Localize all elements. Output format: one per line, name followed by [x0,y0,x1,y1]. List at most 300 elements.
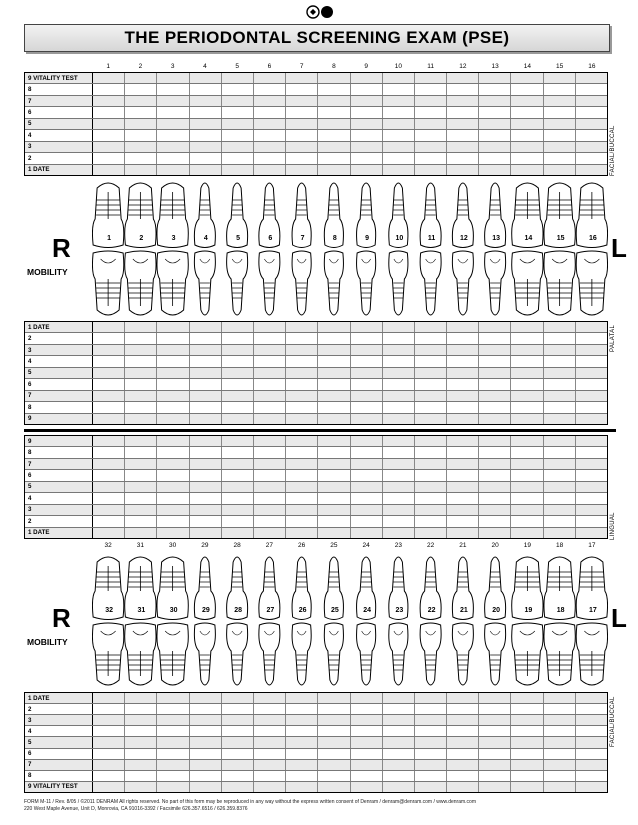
grid-cell[interactable] [479,130,511,140]
grid-cell[interactable] [254,107,286,117]
grid-cell[interactable] [190,482,222,492]
grid-cell[interactable] [447,402,479,412]
grid-cell[interactable] [93,528,125,538]
grid-cell[interactable] [254,470,286,480]
grid-cell[interactable] [447,459,479,469]
grid-cell[interactable] [576,726,607,736]
grid-cell[interactable] [93,414,125,424]
grid-cell[interactable] [511,715,543,725]
grid-cell[interactable] [351,493,383,503]
grid-cell[interactable] [479,107,511,117]
grid-cell[interactable] [383,345,415,355]
grid-cell[interactable] [511,470,543,480]
grid-cell[interactable] [351,470,383,480]
grid-cell[interactable] [222,516,254,526]
grid-cell[interactable] [254,96,286,106]
grid-cell[interactable] [351,726,383,736]
grid-cell[interactable] [254,391,286,401]
grid-cell[interactable] [286,726,318,736]
grid-cell[interactable] [254,447,286,457]
grid-cell[interactable] [511,322,543,332]
grid-cell[interactable] [157,73,189,83]
grid-cell[interactable] [383,715,415,725]
grid-cell[interactable] [318,771,350,781]
grid-cell[interactable] [351,368,383,378]
grid-cell[interactable] [318,749,350,759]
grid-cell[interactable] [383,119,415,129]
grid-cell[interactable] [93,379,125,389]
grid-cell[interactable] [254,693,286,703]
grid-cell[interactable] [125,528,157,538]
grid-cell[interactable] [415,771,447,781]
grid-cell[interactable] [351,749,383,759]
grid-cell[interactable] [511,704,543,714]
grid-cell[interactable] [125,142,157,152]
grid-cell[interactable] [576,142,607,152]
grid-cell[interactable] [383,153,415,163]
grid-cell[interactable] [93,482,125,492]
grid-cell[interactable] [125,436,157,446]
grid-cell[interactable] [544,715,576,725]
grid-cell[interactable] [479,760,511,770]
grid-cell[interactable] [254,505,286,515]
grid-cell[interactable] [222,447,254,457]
grid-cell[interactable] [383,737,415,747]
grid-cell[interactable] [511,165,543,175]
grid-cell[interactable] [351,345,383,355]
grid-cell[interactable] [447,107,479,117]
grid-cell[interactable] [447,470,479,480]
grid-cell[interactable] [190,704,222,714]
grid-cell[interactable] [447,345,479,355]
grid-cell[interactable] [318,516,350,526]
grid-cell[interactable] [383,142,415,152]
grid-cell[interactable] [447,726,479,736]
grid-cell[interactable] [157,749,189,759]
grid-cell[interactable] [93,322,125,332]
grid-cell[interactable] [447,482,479,492]
grid-cell[interactable] [254,322,286,332]
grid-cell[interactable] [125,459,157,469]
grid-cell[interactable] [318,726,350,736]
grid-cell[interactable] [286,368,318,378]
grid-cell[interactable] [415,107,447,117]
grid-cell[interactable] [447,322,479,332]
grid-cell[interactable] [351,333,383,343]
grid-cell[interactable] [318,119,350,129]
grid-cell[interactable] [447,760,479,770]
grid-cell[interactable] [286,84,318,94]
grid-cell[interactable] [190,436,222,446]
grid-cell[interactable] [479,704,511,714]
grid-cell[interactable] [511,153,543,163]
grid-cell[interactable] [190,107,222,117]
grid-cell[interactable] [544,704,576,714]
grid-cell[interactable] [576,153,607,163]
grid-cell[interactable] [222,726,254,736]
grid-cell[interactable] [544,391,576,401]
grid-cell[interactable] [447,130,479,140]
grid-cell[interactable] [415,414,447,424]
grid-cell[interactable] [544,165,576,175]
grid-cell[interactable] [222,704,254,714]
grid-cell[interactable] [544,693,576,703]
grid-cell[interactable] [286,715,318,725]
grid-cell[interactable] [576,505,607,515]
grid-cell[interactable] [511,402,543,412]
grid-cell[interactable] [383,368,415,378]
grid-cell[interactable] [222,470,254,480]
grid-cell[interactable] [190,345,222,355]
grid-cell[interactable] [383,165,415,175]
grid-cell[interactable] [222,414,254,424]
grid-cell[interactable] [286,345,318,355]
grid-cell[interactable] [415,447,447,457]
grid-cell[interactable] [286,130,318,140]
grid-cell[interactable] [383,356,415,366]
grid-cell[interactable] [511,107,543,117]
grid-cell[interactable] [318,414,350,424]
grid-cell[interactable] [479,459,511,469]
grid-cell[interactable] [479,693,511,703]
grid-cell[interactable] [415,73,447,83]
grid-cell[interactable] [254,737,286,747]
grid-cell[interactable] [254,704,286,714]
grid-cell[interactable] [286,693,318,703]
grid-cell[interactable] [479,528,511,538]
grid-cell[interactable] [254,130,286,140]
grid-cell[interactable] [544,737,576,747]
grid-cell[interactable] [157,760,189,770]
grid-cell[interactable] [222,107,254,117]
grid-cell[interactable] [93,402,125,412]
grid-cell[interactable] [383,726,415,736]
grid-cell[interactable] [190,142,222,152]
grid-cell[interactable] [415,322,447,332]
grid-cell[interactable] [286,73,318,83]
grid-cell[interactable] [415,345,447,355]
grid-cell[interactable] [447,379,479,389]
grid-cell[interactable] [544,749,576,759]
grid-cell[interactable] [318,322,350,332]
grid-cell[interactable] [351,73,383,83]
grid-cell[interactable] [544,368,576,378]
grid-cell[interactable] [544,528,576,538]
grid-cell[interactable] [222,165,254,175]
grid-cell[interactable] [544,760,576,770]
grid-cell[interactable] [125,130,157,140]
grid-cell[interactable] [222,402,254,412]
grid-cell[interactable] [479,493,511,503]
grid-cell[interactable] [222,142,254,152]
grid-cell[interactable] [576,447,607,457]
grid-cell[interactable] [93,436,125,446]
grid-cell[interactable] [318,505,350,515]
grid-cell[interactable] [93,459,125,469]
grid-cell[interactable] [190,528,222,538]
grid-cell[interactable] [125,715,157,725]
grid-cell[interactable] [351,737,383,747]
grid-cell[interactable] [576,322,607,332]
grid-cell[interactable] [415,402,447,412]
grid-cell[interactable] [125,356,157,366]
grid-cell[interactable] [383,414,415,424]
grid-cell[interactable] [125,345,157,355]
grid-cell[interactable] [383,333,415,343]
grid-cell[interactable] [479,142,511,152]
grid-cell[interactable] [286,96,318,106]
grid-cell[interactable] [544,107,576,117]
grid-cell[interactable] [576,704,607,714]
grid-cell[interactable] [190,749,222,759]
grid-cell[interactable] [544,459,576,469]
grid-cell[interactable] [383,459,415,469]
grid-cell[interactable] [157,528,189,538]
grid-cell[interactable] [576,482,607,492]
grid-cell[interactable] [125,165,157,175]
grid-cell[interactable] [93,142,125,152]
grid-cell[interactable] [254,493,286,503]
grid-cell[interactable] [93,715,125,725]
grid-cell[interactable] [286,782,318,792]
grid-cell[interactable] [351,142,383,152]
grid-cell[interactable] [383,505,415,515]
grid-cell[interactable] [190,760,222,770]
grid-cell[interactable] [511,726,543,736]
grid-cell[interactable] [383,760,415,770]
grid-cell[interactable] [157,391,189,401]
grid-cell[interactable] [254,119,286,129]
grid-cell[interactable] [351,379,383,389]
grid-cell[interactable] [254,715,286,725]
grid-cell[interactable] [415,153,447,163]
grid-cell[interactable] [415,436,447,446]
grid-cell[interactable] [93,505,125,515]
grid-cell[interactable] [479,402,511,412]
grid-cell[interactable] [576,345,607,355]
grid-cell[interactable] [511,96,543,106]
grid-cell[interactable] [222,693,254,703]
grid-cell[interactable] [447,782,479,792]
grid-cell[interactable] [576,356,607,366]
grid-cell[interactable] [190,130,222,140]
grid-cell[interactable] [576,73,607,83]
grid-cell[interactable] [222,96,254,106]
grid-cell[interactable] [544,153,576,163]
grid-cell[interactable] [511,693,543,703]
grid-cell[interactable] [157,516,189,526]
grid-cell[interactable] [93,737,125,747]
grid-cell[interactable] [383,84,415,94]
grid-cell[interactable] [125,96,157,106]
grid-cell[interactable] [511,356,543,366]
grid-cell[interactable] [222,345,254,355]
grid-cell[interactable] [447,436,479,446]
grid-cell[interactable] [254,771,286,781]
grid-cell[interactable] [318,493,350,503]
grid-cell[interactable] [318,528,350,538]
grid-cell[interactable] [415,165,447,175]
grid-cell[interactable] [286,391,318,401]
grid-cell[interactable] [318,368,350,378]
grid-cell[interactable] [190,333,222,343]
grid-cell[interactable] [286,153,318,163]
grid-cell[interactable] [157,715,189,725]
grid-cell[interactable] [511,130,543,140]
grid-cell[interactable] [576,715,607,725]
grid-cell[interactable] [190,73,222,83]
grid-cell[interactable] [479,782,511,792]
grid-cell[interactable] [93,391,125,401]
grid-cell[interactable] [479,749,511,759]
grid-cell[interactable] [157,368,189,378]
grid-cell[interactable] [93,749,125,759]
grid-cell[interactable] [93,368,125,378]
grid-cell[interactable] [318,436,350,446]
grid-cell[interactable] [254,414,286,424]
grid-cell[interactable] [447,493,479,503]
grid-cell[interactable] [415,368,447,378]
grid-cell[interactable] [447,771,479,781]
grid-cell[interactable] [447,84,479,94]
grid-cell[interactable] [93,73,125,83]
grid-cell[interactable] [479,345,511,355]
grid-cell[interactable] [190,715,222,725]
grid-cell[interactable] [190,119,222,129]
grid-cell[interactable] [576,165,607,175]
grid-cell[interactable] [576,760,607,770]
grid-cell[interactable] [351,771,383,781]
grid-cell[interactable] [93,84,125,94]
grid-cell[interactable] [318,333,350,343]
grid-cell[interactable] [222,782,254,792]
grid-cell[interactable] [479,379,511,389]
grid-cell[interactable] [222,84,254,94]
grid-cell[interactable] [415,459,447,469]
grid-cell[interactable] [93,760,125,770]
grid-cell[interactable] [576,782,607,792]
grid-cell[interactable] [222,482,254,492]
grid-cell[interactable] [415,142,447,152]
grid-cell[interactable] [383,73,415,83]
grid-cell[interactable] [318,737,350,747]
grid-cell[interactable] [447,333,479,343]
grid-cell[interactable] [447,447,479,457]
grid-cell[interactable] [157,459,189,469]
grid-cell[interactable] [93,107,125,117]
grid-cell[interactable] [511,345,543,355]
grid-cell[interactable] [544,73,576,83]
grid-cell[interactable] [544,379,576,389]
grid-cell[interactable] [511,516,543,526]
grid-cell[interactable] [286,322,318,332]
grid-cell[interactable] [415,782,447,792]
grid-cell[interactable] [222,153,254,163]
grid-cell[interactable] [576,391,607,401]
grid-cell[interactable] [254,516,286,526]
grid-cell[interactable] [318,760,350,770]
grid-cell[interactable] [383,436,415,446]
grid-cell[interactable] [318,470,350,480]
grid-cell[interactable] [157,447,189,457]
grid-cell[interactable] [190,516,222,526]
grid-cell[interactable] [93,119,125,129]
grid-cell[interactable] [576,749,607,759]
grid-cell[interactable] [415,528,447,538]
grid-cell[interactable] [222,356,254,366]
grid-cell[interactable] [351,693,383,703]
grid-cell[interactable] [286,470,318,480]
grid-cell[interactable] [254,782,286,792]
grid-cell[interactable] [511,84,543,94]
grid-cell[interactable] [190,322,222,332]
grid-cell[interactable] [125,402,157,412]
grid-cell[interactable] [576,402,607,412]
grid-cell[interactable] [576,96,607,106]
grid-cell[interactable] [222,322,254,332]
grid-cell[interactable] [318,459,350,469]
grid-cell[interactable] [157,322,189,332]
grid-cell[interactable] [318,447,350,457]
grid-cell[interactable] [383,782,415,792]
grid-cell[interactable] [511,379,543,389]
grid-cell[interactable] [576,414,607,424]
grid-cell[interactable] [254,345,286,355]
grid-cell[interactable] [576,516,607,526]
grid-cell[interactable] [479,505,511,515]
grid-cell[interactable] [447,704,479,714]
grid-cell[interactable] [222,379,254,389]
grid-cell[interactable] [351,402,383,412]
grid-cell[interactable] [190,379,222,389]
grid-cell[interactable] [576,368,607,378]
grid-cell[interactable] [286,107,318,117]
grid-cell[interactable] [383,96,415,106]
grid-cell[interactable] [544,142,576,152]
grid-cell[interactable] [415,737,447,747]
grid-cell[interactable] [544,447,576,457]
grid-cell[interactable] [576,333,607,343]
grid-cell[interactable] [286,528,318,538]
grid-cell[interactable] [351,715,383,725]
grid-cell[interactable] [447,119,479,129]
grid-cell[interactable] [479,715,511,725]
grid-cell[interactable] [447,693,479,703]
grid-cell[interactable] [222,760,254,770]
grid-cell[interactable] [157,379,189,389]
grid-cell[interactable] [447,414,479,424]
grid-cell[interactable] [125,368,157,378]
grid-cell[interactable] [415,356,447,366]
grid-cell[interactable] [447,715,479,725]
grid-cell[interactable] [286,516,318,526]
grid-cell[interactable] [576,119,607,129]
grid-cell[interactable] [190,470,222,480]
grid-cell[interactable] [351,322,383,332]
grid-cell[interactable] [222,436,254,446]
grid-cell[interactable] [190,402,222,412]
grid-cell[interactable] [447,165,479,175]
grid-cell[interactable] [383,528,415,538]
grid-cell[interactable] [576,84,607,94]
grid-cell[interactable] [415,516,447,526]
grid-cell[interactable] [190,771,222,781]
grid-cell[interactable] [222,493,254,503]
grid-cell[interactable] [511,771,543,781]
grid-cell[interactable] [479,737,511,747]
grid-cell[interactable] [125,749,157,759]
grid-cell[interactable] [125,153,157,163]
